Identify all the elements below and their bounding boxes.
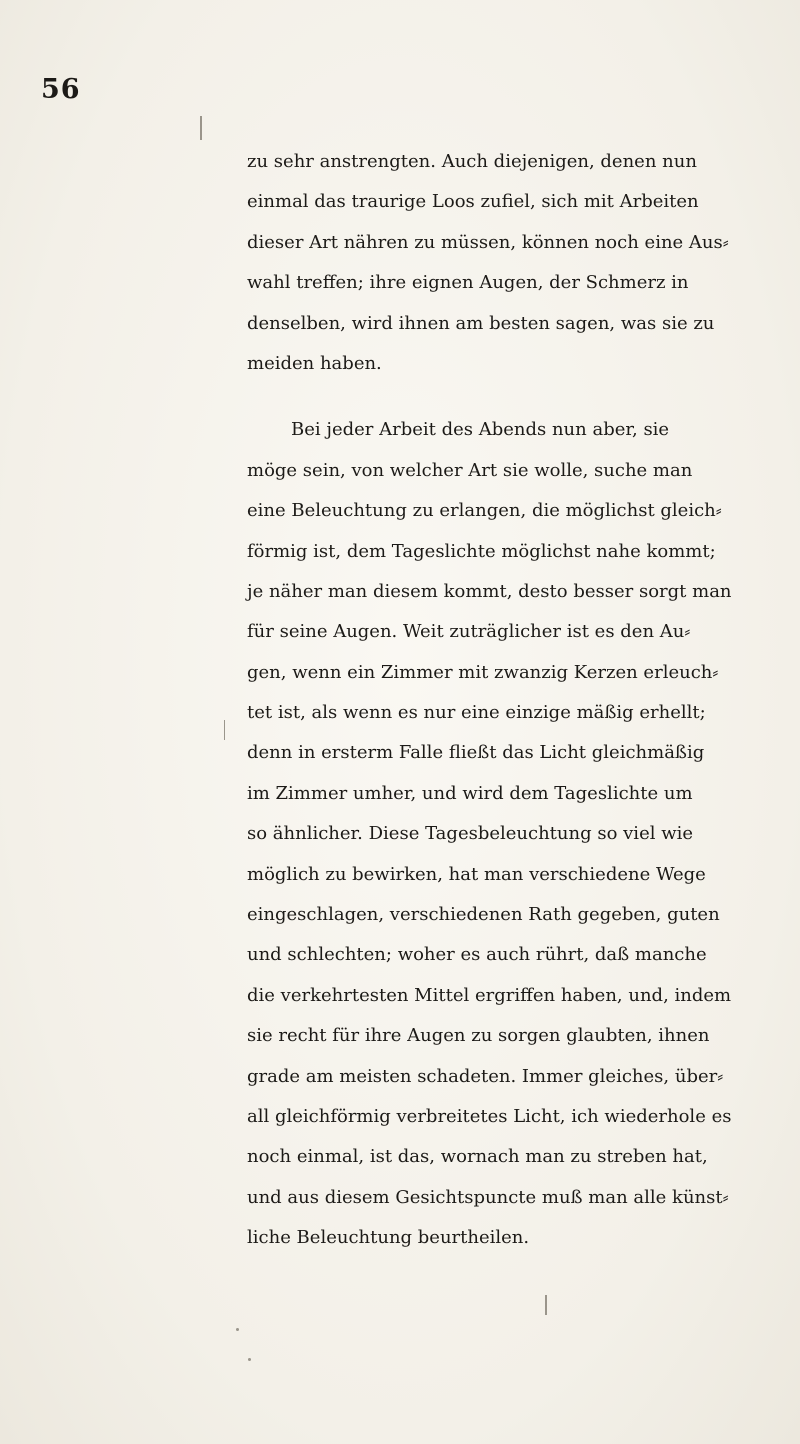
text-line: grade am meisten schadeten. Immer gleiches, über⸗ [247, 1065, 724, 1087]
text-line: noch einmal, ist das, wornach man zu streben hat, [247, 1146, 708, 1168]
text-line: einmal das traurige Loos zufiel, sich mit Arbeiten [247, 191, 699, 213]
body-text [247, 142, 800, 1259]
text-line: die verkehrtesten Mittel ergriffen haben, und, indem [247, 984, 732, 1006]
text-line: denselben, wird ihnen am besten sagen, was sie zu [247, 312, 715, 334]
print-mark [545, 1295, 547, 1315]
text-line: förmig ist, dem Tageslichte möglichst nahe kommt; [247, 540, 716, 562]
text-line: möge sein, von welcher Art sie wolle, suche man [247, 459, 693, 481]
text-line: gen, wenn ein Zimmer mit zwanzig Kerzen erleuch⸗ [247, 661, 719, 683]
paragraph-1 [247, 142, 800, 384]
text-line: Bei jeder Arbeit des Abends nun aber, sie [291, 419, 670, 441]
text-line: eine Beleuchtung zu erlangen, die möglichst gleich⸗ [247, 500, 722, 522]
text-line: denn in ersterm Falle fließt das Licht gleichmäßig [247, 742, 705, 764]
print-dot [248, 1358, 251, 1361]
text-line: wahl treffen; ihre eignen Augen, der Schmerz in [247, 272, 689, 294]
text-line: all gleichförmig verbreitetes Licht, ich wiederhole es [247, 1105, 732, 1127]
print-mark [200, 116, 202, 140]
paragraph-gap [247, 384, 800, 410]
paragraph-2 [247, 410, 800, 1258]
text-line: so ähnlicher. Diese Tagesbeleuchtung so viel wie [247, 823, 694, 845]
text-line: für seine Augen. Weit zuträglicher ist es den Au⸗ [247, 621, 691, 643]
text-line: und schlechten; woher es auch rührt, daß manche [247, 944, 707, 966]
text-line: dieser Art nähren zu müssen, können noch eine Aus⸗ [247, 231, 729, 253]
print-mark [224, 720, 225, 740]
text-line: je näher man diesem kommt, desto besser sorgt man [247, 580, 732, 602]
text-line: meiden haben. [247, 352, 382, 374]
text-line: tet ist, als wenn es nur eine einzige mäßig erhellt; [247, 702, 706, 724]
print-dot [236, 1328, 239, 1331]
text-line: möglich zu bewirken, hat man verschiedene Wege [247, 863, 706, 885]
page-number: 56 [41, 74, 81, 105]
text-line: eingeschlagen, verschiedenen Rath gegeben, guten [247, 904, 720, 926]
text-line: zu sehr anstrengten. Auch diejenigen, denen nun [247, 151, 697, 172]
text-line: und aus diesem Gesichtspuncte muß man alle künst⸗ [247, 1186, 729, 1208]
text-line: sie recht für ihre Augen zu sorgen glaubten, ihnen [247, 1025, 710, 1047]
text-line: liche Beleuchtung beurtheilen. [247, 1227, 530, 1249]
text-line: im Zimmer umher, und wird dem Tageslichte um [247, 782, 693, 804]
